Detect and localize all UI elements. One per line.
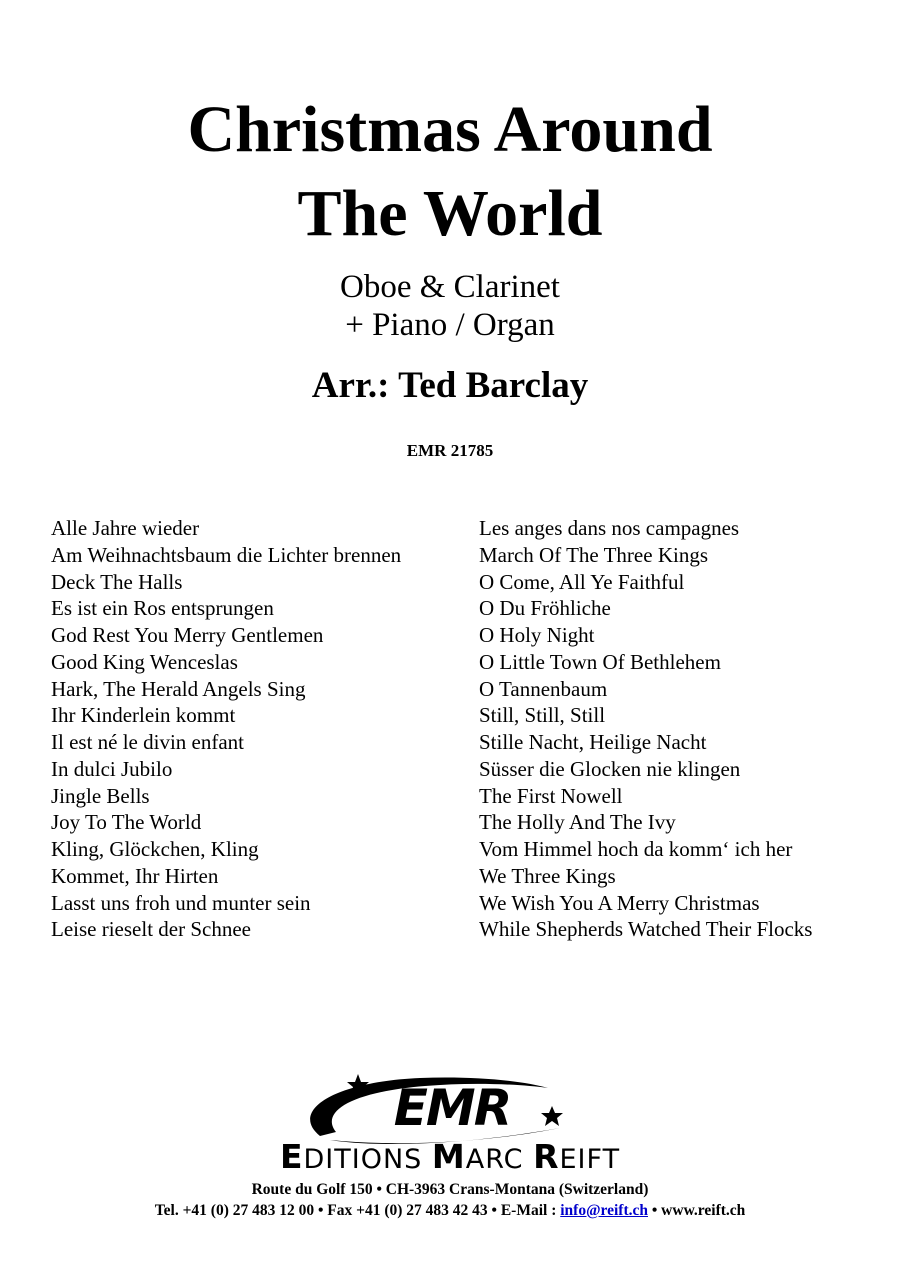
publisher-name-ditions: DITIONS bbox=[303, 1144, 423, 1175]
song-title: Jingle Bells bbox=[51, 783, 150, 808]
instrumentation-line-1: Oboe & Clarinet bbox=[340, 269, 560, 305]
song-title: Am Weihnachtsbaum die Lichter brennen bbox=[51, 542, 402, 567]
publisher-name-eift: EIFT bbox=[559, 1144, 621, 1175]
publisher-name-e: E bbox=[279, 1137, 304, 1176]
arranger: Arr.: Ted Barclay bbox=[311, 365, 589, 406]
title-line-2: The World bbox=[297, 177, 603, 250]
publisher-address: Route du Golf 150 • CH-3963 Crans-Montana (Switzerland) bbox=[251, 1181, 649, 1198]
song-title: Vom Himmel hoch da komm‘ ich her bbox=[479, 837, 793, 861]
title-line-1: Christmas Around bbox=[187, 93, 713, 166]
song-title: Deck The Halls bbox=[51, 569, 183, 594]
logo-emr-text: EMR bbox=[393, 1079, 511, 1137]
catalog-number: EMR 21785 bbox=[406, 441, 494, 460]
song-title: Alle Jahre wieder bbox=[51, 516, 200, 540]
song-list-right bbox=[479, 515, 812, 943]
song-title: Les anges dans nos campagnes bbox=[479, 516, 740, 540]
song-title: We Wish You A Merry Christmas bbox=[479, 890, 760, 915]
song-title: The First Nowell bbox=[479, 783, 623, 808]
song-title: O Little Town Of Bethlehem bbox=[479, 649, 721, 674]
song-title: Il est né le divin enfant bbox=[51, 730, 245, 754]
publisher-name-arc: ARC bbox=[465, 1144, 524, 1175]
song-title: In dulci Jubilo bbox=[51, 756, 173, 781]
song-title: Es ist ein Ros entsprungen bbox=[51, 596, 274, 621]
song-title: March Of The Three Kings bbox=[479, 542, 708, 567]
song-title: O Holy Night bbox=[479, 623, 595, 647]
email-link[interactable]: info@reift.ch bbox=[560, 1202, 648, 1219]
song-title: O Come, All Ye Faithful bbox=[479, 569, 685, 594]
song-title: God Rest You Merry Gentlemen bbox=[51, 623, 324, 647]
song-title: Hark, The Herald Angels Sing bbox=[51, 676, 306, 701]
song-title: While Shepherds Watched Their Flocks bbox=[479, 917, 813, 942]
publisher-name-r: R bbox=[533, 1137, 560, 1176]
song-title: O Tannenbaum bbox=[479, 676, 608, 701]
song-title: Kling, Glöckchen, Kling bbox=[51, 837, 259, 861]
song-list-left bbox=[51, 515, 401, 943]
song-title: Joy To The World bbox=[51, 810, 202, 835]
song-title: Süsser die Glocken nie klingen bbox=[479, 756, 741, 781]
publisher-contact bbox=[0, 1201, 900, 1221]
song-title: Good King Wenceslas bbox=[51, 649, 238, 674]
contact-website: • www.reift.ch bbox=[648, 1202, 746, 1219]
publisher-name bbox=[0, 1137, 900, 1177]
publisher-name-m: M bbox=[431, 1137, 466, 1176]
song-title: Stille Nacht, Heilige Nacht bbox=[479, 730, 707, 754]
song-title: Lasst uns froh und munter sein bbox=[51, 890, 311, 915]
contact-phone-fax: Tel. +41 (0) 27 483 12 00 • Fax +41 (0) 27 483 42 43 • E-Mail : bbox=[154, 1202, 561, 1219]
song-title: The Holly And The Ivy bbox=[479, 810, 676, 835]
song-title: O Du Fröhliche bbox=[479, 596, 611, 621]
song-title: Ihr Kinderlein kommt bbox=[51, 703, 236, 728]
song-title: We Three Kings bbox=[479, 863, 616, 888]
instrumentation-line-2: + Piano / Organ bbox=[345, 307, 555, 343]
song-title: Kommet, Ihr Hirten bbox=[51, 863, 219, 888]
song-title: Leise rieselt der Schnee bbox=[51, 917, 251, 942]
song-title: Still, Still, Still bbox=[479, 703, 606, 728]
